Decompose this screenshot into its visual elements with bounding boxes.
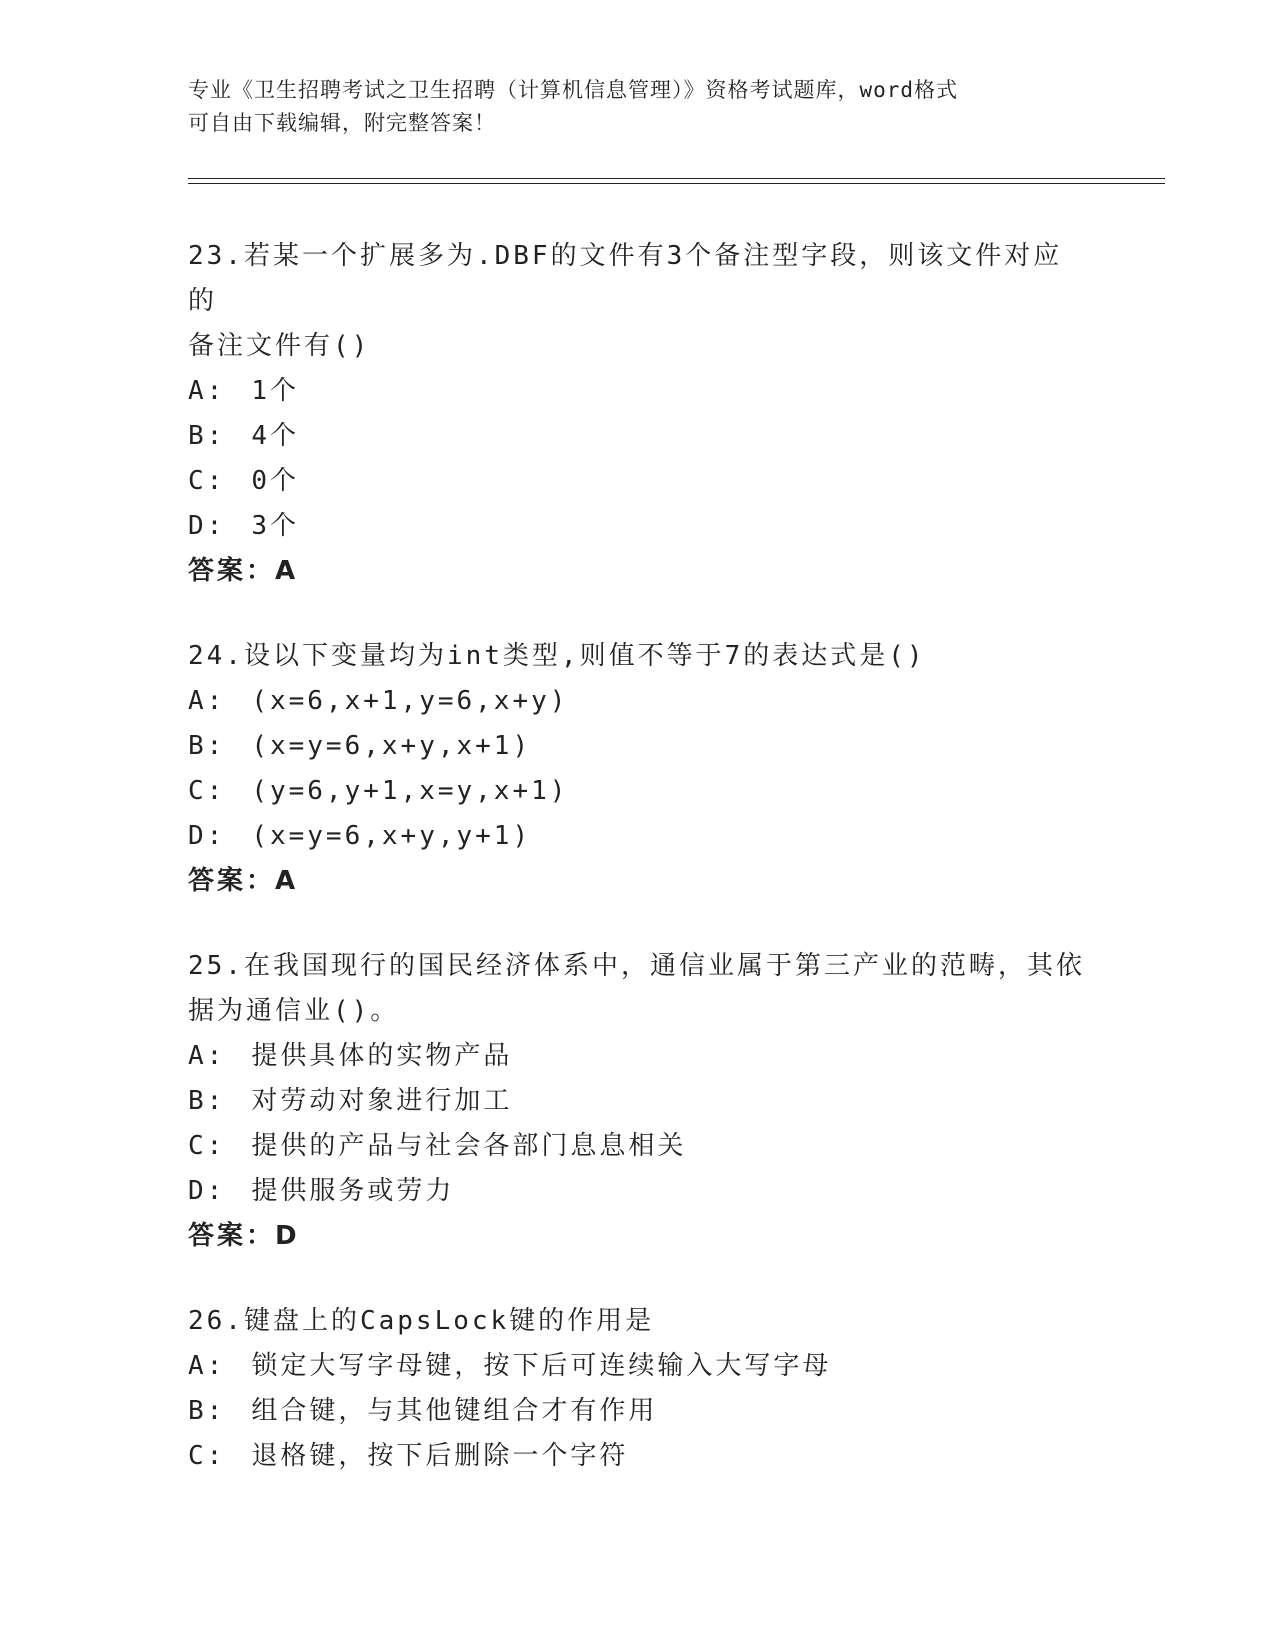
question-text: 24.设以下变量均为int类型,则值不等于7的表达式是(): [188, 641, 926, 671]
option-b: [188, 414, 1088, 459]
option-a: [188, 1344, 1088, 1389]
option-text: 提供具体的实物产品: [251, 1041, 513, 1071]
option-a: [188, 679, 1088, 724]
question-text-continued: 据为通信业()。: [188, 996, 400, 1026]
answer: 答案：A: [188, 866, 299, 896]
question-list: [188, 234, 1088, 1519]
option-c: [188, 769, 1088, 814]
option-label: D:: [188, 1176, 226, 1206]
option-text: (y=6,y+1,x=y,x+1): [251, 776, 569, 806]
option-text: 4个: [251, 421, 299, 451]
option-d: [188, 1169, 1088, 1214]
option-c: [188, 459, 1088, 504]
option-c: [188, 1124, 1088, 1169]
answer: 答案：A: [188, 556, 299, 586]
option-text: (x=y=6,x+y,x+1): [251, 731, 532, 761]
answer: 答案：D: [188, 1221, 300, 1251]
option-label: B:: [188, 731, 226, 761]
option-label: D:: [188, 511, 226, 541]
option-text: 组合键，与其他键组合才有作用: [251, 1396, 658, 1426]
option-label: B:: [188, 421, 226, 451]
option-a: [188, 369, 1088, 414]
option-d: [188, 814, 1088, 859]
option-text: 对劳动对象进行加工: [251, 1086, 513, 1116]
question-text-continued: 备注文件有(): [188, 331, 371, 361]
header-divider-top: [188, 178, 1165, 179]
question-text: 26.键盘上的CapsLock键的作用是: [188, 1306, 655, 1336]
option-label: B:: [188, 1086, 226, 1116]
question-25: [188, 944, 1088, 1259]
option-text: 1个: [251, 376, 299, 406]
option-b: [188, 1079, 1088, 1124]
option-text: 退格键，按下后删除一个字符: [251, 1441, 629, 1471]
option-label: C:: [188, 1131, 226, 1161]
option-label: D:: [188, 821, 226, 851]
option-label: A:: [188, 1041, 226, 1071]
option-d: [188, 504, 1088, 549]
header-line-1: 专业《卫生招聘考试之卫生招聘（计算机信息管理）》资格考试题库，word格式: [188, 78, 959, 102]
document-header: [188, 74, 1088, 140]
question-24: [188, 634, 1088, 904]
header-line-2: 可自由下载编辑，附完整答案！: [188, 111, 496, 135]
option-text: 锁定大写字母键，按下后可连续输入大写字母: [251, 1351, 832, 1381]
option-text: 提供的产品与社会各部门息息相关: [251, 1131, 687, 1161]
option-label: C:: [188, 776, 226, 806]
option-text: 3个: [251, 511, 299, 541]
option-text: (x=y=6,x+y,y+1): [251, 821, 532, 851]
option-label: A:: [188, 1351, 226, 1381]
option-label: B:: [188, 1396, 226, 1426]
option-b: [188, 724, 1088, 769]
question-text: 23.若某一个扩展多为.DBF的文件有3个备注型字段，则该文件对应的: [188, 241, 1063, 316]
header-divider-bottom: [188, 183, 1165, 184]
option-b: [188, 1389, 1088, 1434]
option-text: (x=6,x+1,y=6,x+y): [251, 686, 569, 716]
option-a: [188, 1034, 1088, 1079]
question-23: [188, 234, 1088, 594]
question-26: [188, 1299, 1088, 1479]
option-label: A:: [188, 686, 226, 716]
question-text: 25.在我国现行的国民经济体系中，通信业属于第三产业的范畴，其依: [188, 951, 1085, 981]
option-text: 0个: [251, 466, 299, 496]
option-label: A:: [188, 376, 226, 406]
option-label: C:: [188, 466, 226, 496]
option-text: 提供服务或劳力: [251, 1176, 455, 1206]
option-c: [188, 1434, 1088, 1479]
option-label: C:: [188, 1441, 226, 1471]
